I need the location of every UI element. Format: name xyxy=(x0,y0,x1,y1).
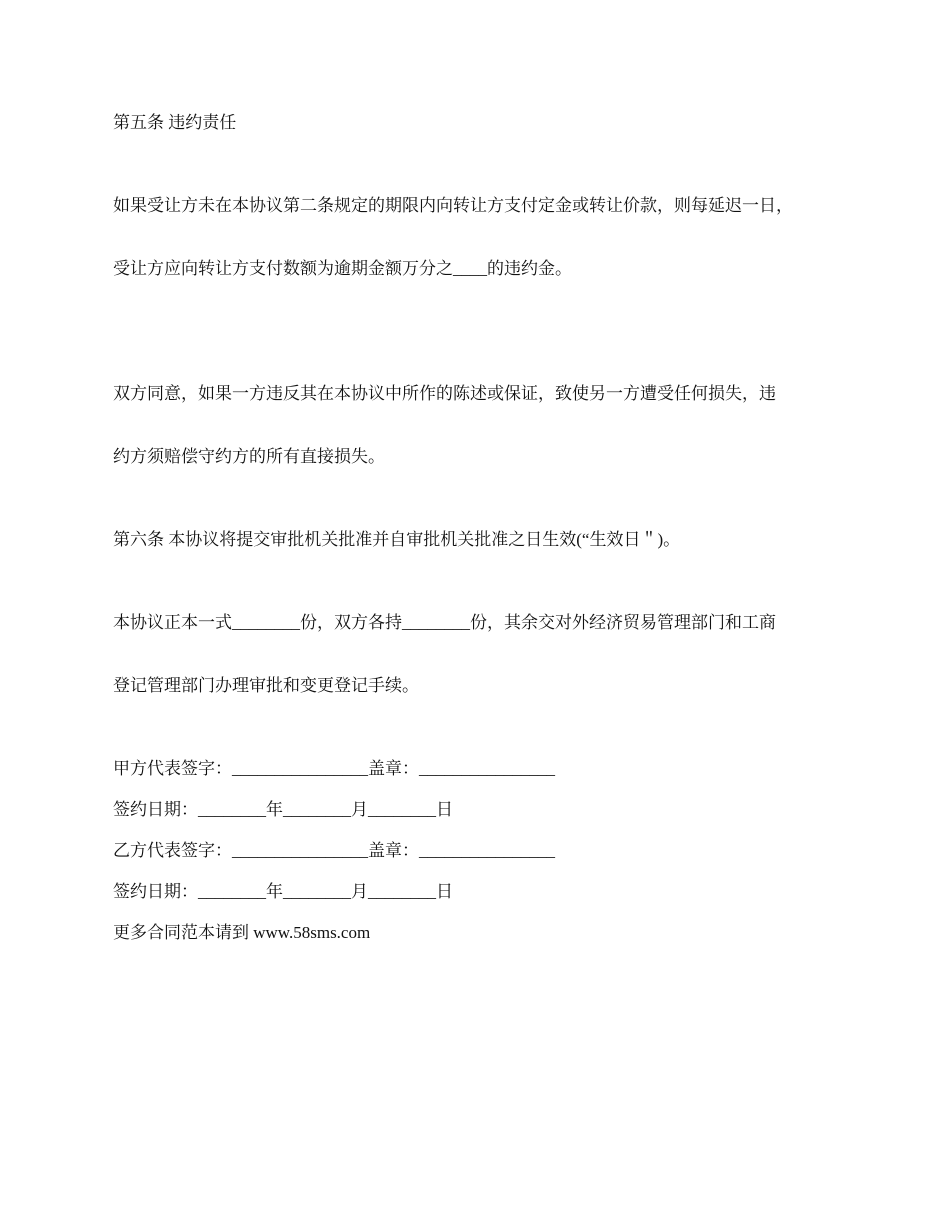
footer-note: 更多合同范本请到 www.58sms.com xyxy=(113,923,371,942)
document-page xyxy=(113,112,858,963)
copies-clause-line-2: 登记管理部门办理审批和变更登记手续。 xyxy=(113,676,419,695)
party-b-date-line: 签约日期：________年________月________日 xyxy=(113,882,453,901)
breach-clause-line-1: 双方同意，如果一方违反其在本协议中所作的陈述或保证，致使另一方遭受任何损失，违 xyxy=(113,384,776,403)
penalty-clause-line-2: 受让方应向转让方支付数额为逾期金额万分之____的违约金。 xyxy=(113,259,572,278)
party-a-date-line: 签约日期：________年________月________日 xyxy=(113,800,453,819)
penalty-clause xyxy=(113,153,858,321)
article5-heading: 第五条 违约责任 xyxy=(113,113,237,132)
breach-clause-line-2: 约方须赔偿守约方的所有直接损失。 xyxy=(113,447,385,466)
party-a-signature-line: 甲方代表签字：________________盖章：________________ xyxy=(113,759,555,778)
article6-clause: 第六条 本协议将提交审批机关批准并自审批机关批准之日生效(“生效日＂)。 xyxy=(113,530,681,549)
penalty-clause-line-1: 如果受让方未在本协议第二条规定的期限内向转让方支付定金或转让价款，则每延迟一日， xyxy=(113,196,793,215)
copies-clause-line-1: 本协议正本一式________份，双方各持________份，其余交对外经济贸易管理部门和工商 xyxy=(113,613,776,632)
copies-clause xyxy=(113,570,858,738)
breach-clause xyxy=(113,341,858,509)
party-b-signature-line: 乙方代表签字：________________盖章：________________ xyxy=(113,841,555,860)
